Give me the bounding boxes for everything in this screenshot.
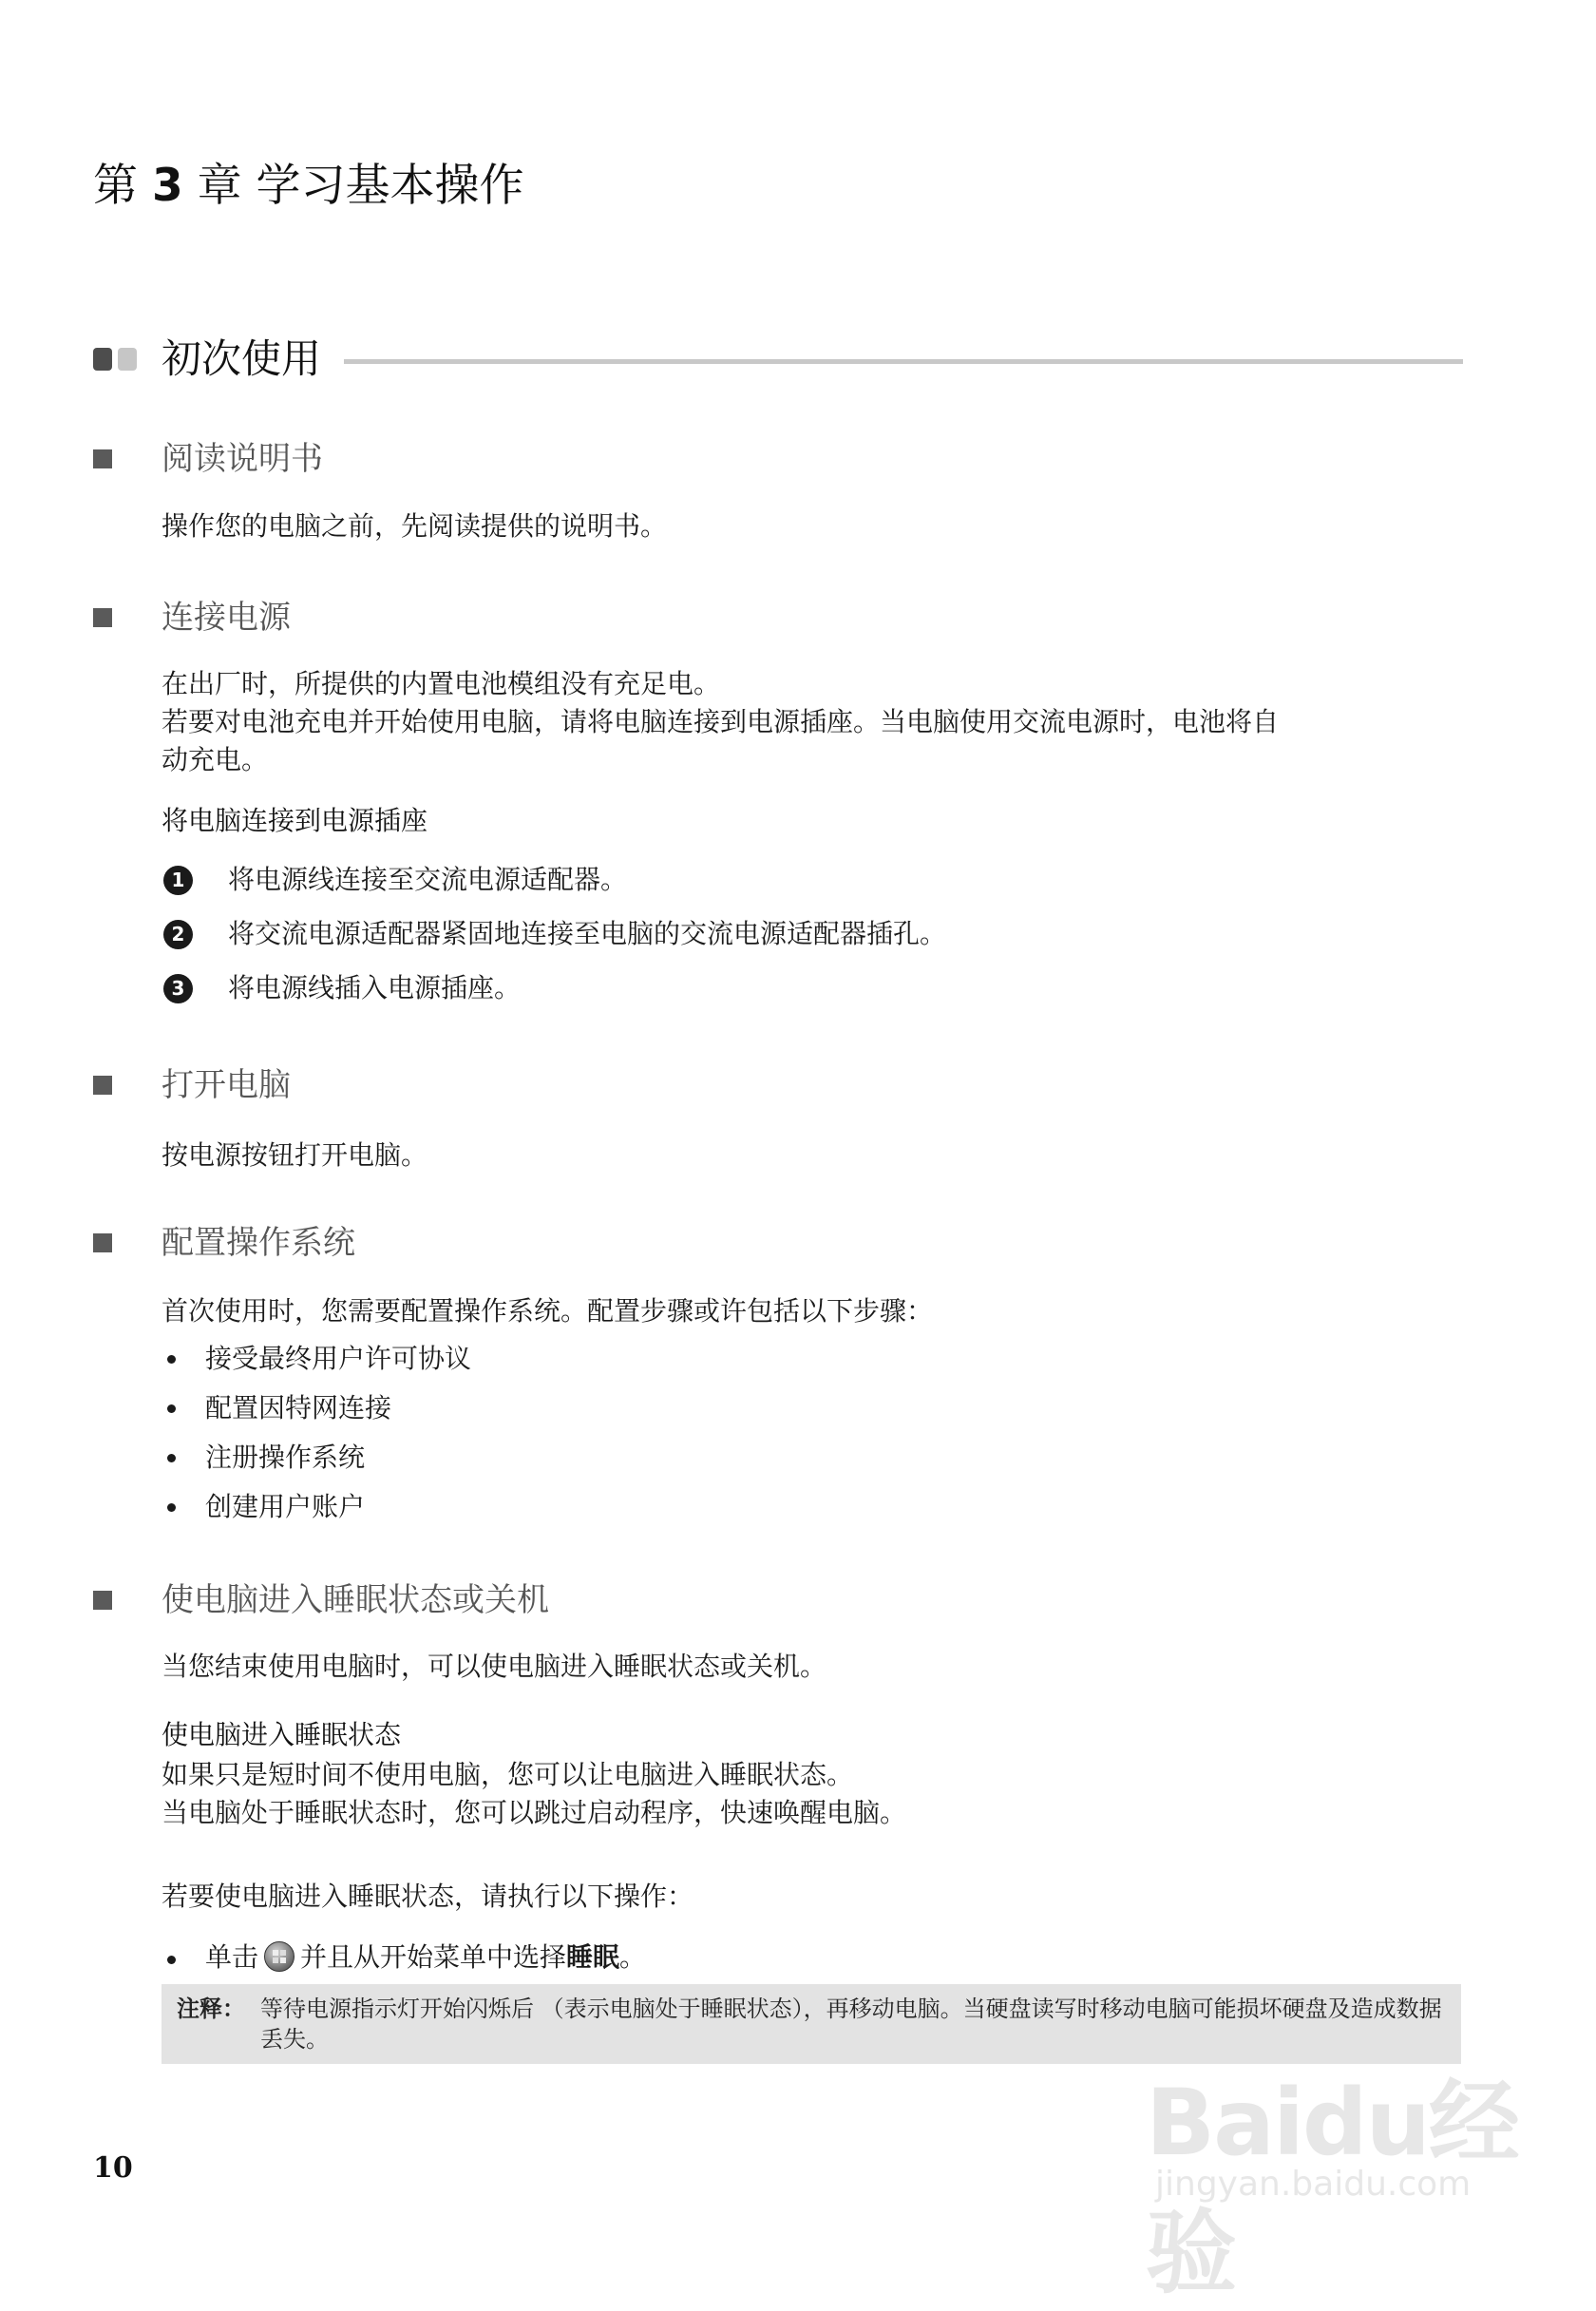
square-bullet-icon <box>93 1591 112 1610</box>
subsection-title-sleep: 使电脑进入睡眠状态或关机 <box>162 1581 549 1619</box>
subsection-title-power-on: 打开电脑 <box>162 1066 291 1104</box>
power-text-line1: 在出厂时，所提供的内置电池模组没有充足电。 <box>162 668 721 699</box>
step-text-2: 将交流电源适配器紧固地连接至电脑的交流电源适配器插孔。 <box>228 918 947 949</box>
square-bullet-icon <box>93 608 112 627</box>
section-rule <box>344 359 1463 364</box>
chapter-suffix: 章 学习基本操作 <box>197 160 524 212</box>
step-number-3: 3 <box>163 974 193 1003</box>
sleep-text-line2: 当电脑处于睡眠状态时，您可以跳过启动程序，快速唤醒电脑。 <box>162 1797 907 1828</box>
sleep-instruction-end: 。 <box>619 1941 647 1973</box>
windows-start-icon <box>264 1941 294 1972</box>
watermark <box>1136 2013 1554 2306</box>
sleep-text-line3: 若要使电脑进入睡眠状态，请执行以下操作： <box>162 1881 694 1912</box>
sleep-intro-text: 当您结束使用电脑时，可以使电脑进入睡眠状态或关机。 <box>162 1651 827 1682</box>
chapter-number: 3 <box>151 160 183 212</box>
bullet-dot <box>167 1355 176 1364</box>
sleep-instruction-middle: 并且从开始菜单中选择 <box>300 1941 567 1973</box>
sleep-instruction <box>205 1939 646 1977</box>
section-marker-light <box>118 348 137 371</box>
chapter-prefix: 第 <box>93 160 138 212</box>
bullet-dot <box>167 1503 176 1512</box>
watermark-url: jingyan.baidu.com <box>1155 2165 1472 2204</box>
page-number: 10 <box>93 2151 133 2185</box>
list-item: 接受最终用户许可协议 <box>205 1343 472 1374</box>
subsection-title-os-setup: 配置操作系统 <box>162 1224 355 1262</box>
read-manual-text: 操作您的电脑之前，先阅读提供的说明书。 <box>162 510 668 542</box>
bullet-dot <box>167 1956 176 1964</box>
note-label: 注释： <box>177 1996 245 2022</box>
section-marker-dark <box>93 348 112 371</box>
square-bullet-icon <box>93 449 112 468</box>
bullet-dot <box>167 1454 176 1462</box>
watermark-brand: Baidu经验 <box>1146 2070 1518 2306</box>
chapter-title <box>93 160 524 213</box>
bullet-dot <box>167 1404 176 1413</box>
power-on-text: 按电源按钮打开电脑。 <box>162 1139 428 1171</box>
sleep-menu-option: 睡眠 <box>566 1941 620 1973</box>
sleep-text-line1: 如果只是短时间不使用电脑，您可以让电脑进入睡眠状态。 <box>162 1759 854 1790</box>
section-title: 初次使用 <box>162 335 322 382</box>
power-text-line2: 若要对电池充电并开始使用电脑，请将电脑连接到电源插座。当电脑使用交流电源时，电池将自 <box>162 706 1280 737</box>
power-text-line3: 动充电。 <box>162 744 269 775</box>
os-setup-text: 首次使用时，您需要配置操作系统。配置步骤或许包括以下步骤： <box>162 1295 934 1327</box>
note-text: 等待电源指示灯开始闪烁后 （表示电脑处于睡眠状态），再移动电脑。当硬盘读写时移动电脑可能损坏硬盘及造成数据丢失。 <box>260 1996 1442 2053</box>
subsection-title-power: 连接电源 <box>162 599 291 637</box>
step-number-2: 2 <box>163 920 193 949</box>
sleep-instruction-prefix: 单击 <box>205 1941 259 1973</box>
step-number-1: 1 <box>163 866 193 895</box>
list-item: 创建用户账户 <box>205 1491 366 1522</box>
list-item: 配置因特网连接 <box>205 1392 392 1423</box>
step-text-3: 将电源线插入电源插座。 <box>228 972 522 1003</box>
square-bullet-icon <box>93 1076 112 1095</box>
subsection-title-read-manual: 阅读说明书 <box>162 440 323 478</box>
sleep-subhead: 使电脑进入睡眠状态 <box>162 1719 402 1750</box>
step-text-1: 将电源线连接至交流电源适配器。 <box>228 864 628 895</box>
power-subhead: 将电脑连接到电源插座 <box>162 805 428 836</box>
list-item: 注册操作系统 <box>205 1442 366 1473</box>
square-bullet-icon <box>93 1233 112 1252</box>
section-header <box>93 331 1463 388</box>
